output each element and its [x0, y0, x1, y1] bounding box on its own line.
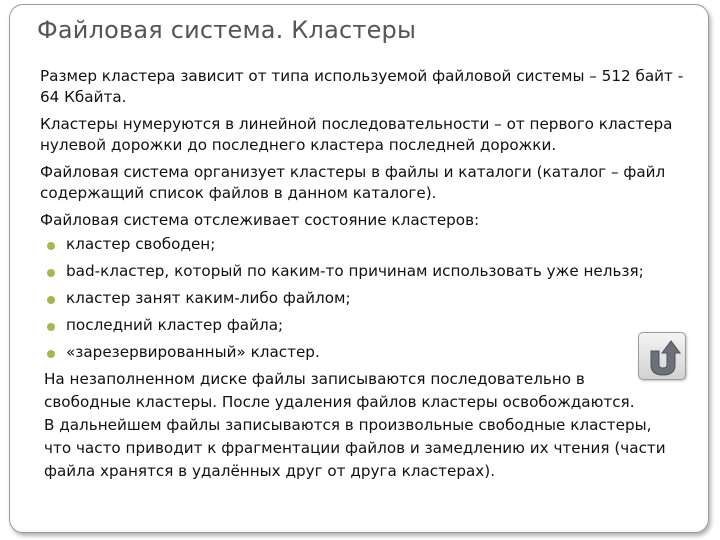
bullet-dot-icon — [47, 242, 55, 250]
text-line: свободные кластеры. После удаления файлов кластеры освобождаются. — [44, 393, 635, 411]
paragraph-fragmentation — [40, 369, 700, 482]
paragraph-file-organization: Файловая система организует кластеры в файлы и каталоги (каталог – файл содержащий список файлов в данном каталоге). — [40, 163, 666, 202]
paragraph-cluster-size: Размер кластера зависит от типа используемой файловой системы – 512 байт - 64 Кбайта. — [40, 67, 684, 106]
paragraph-cluster-states: Файловая система отслеживает состояние кластеров: — [40, 211, 480, 229]
list-item — [40, 288, 700, 309]
list-item — [40, 342, 700, 363]
list-item — [40, 234, 700, 255]
bullet-dot-icon — [47, 350, 55, 358]
cluster-state-list — [40, 234, 700, 363]
slide-title: Файловая система. Кластеры — [37, 16, 417, 44]
paragraph-cluster-numbering: Кластеры нумеруются в линейной последовательности – от первого кластера нулевой дорожки до последнего кластера последней дорожки. — [40, 115, 673, 154]
slide-content — [40, 66, 700, 484]
list-item-text: кластер занят каким-либо файлом; — [66, 289, 351, 307]
u-turn-arrow-icon — [639, 333, 687, 381]
bullet-dot-icon — [47, 269, 55, 277]
text-line: В дальнейшем файлы записываются в произвольные свободные кластеры, — [44, 416, 652, 434]
return-button[interactable] — [638, 332, 686, 380]
text-line: На незаполненном диске файлы записываются последовательно в — [44, 370, 585, 388]
list-item-text: кластер свободен; — [66, 235, 216, 253]
bullet-dot-icon — [47, 296, 55, 304]
text-line: что часто приводит к фрагментации файлов и замедлению их чтения (части — [44, 439, 666, 457]
list-item-text: «зарезервированный» кластер. — [66, 343, 320, 361]
list-item-text: bad-кластер, который по каким-то причинам использовать уже нельзя; — [66, 262, 644, 280]
list-item — [40, 261, 700, 282]
list-item-text: последний кластер файла; — [66, 316, 284, 334]
list-item — [40, 315, 700, 336]
bullet-dot-icon — [47, 323, 55, 331]
text-line: файла хранятся в удалённых друг от друга кластерах). — [44, 462, 496, 480]
